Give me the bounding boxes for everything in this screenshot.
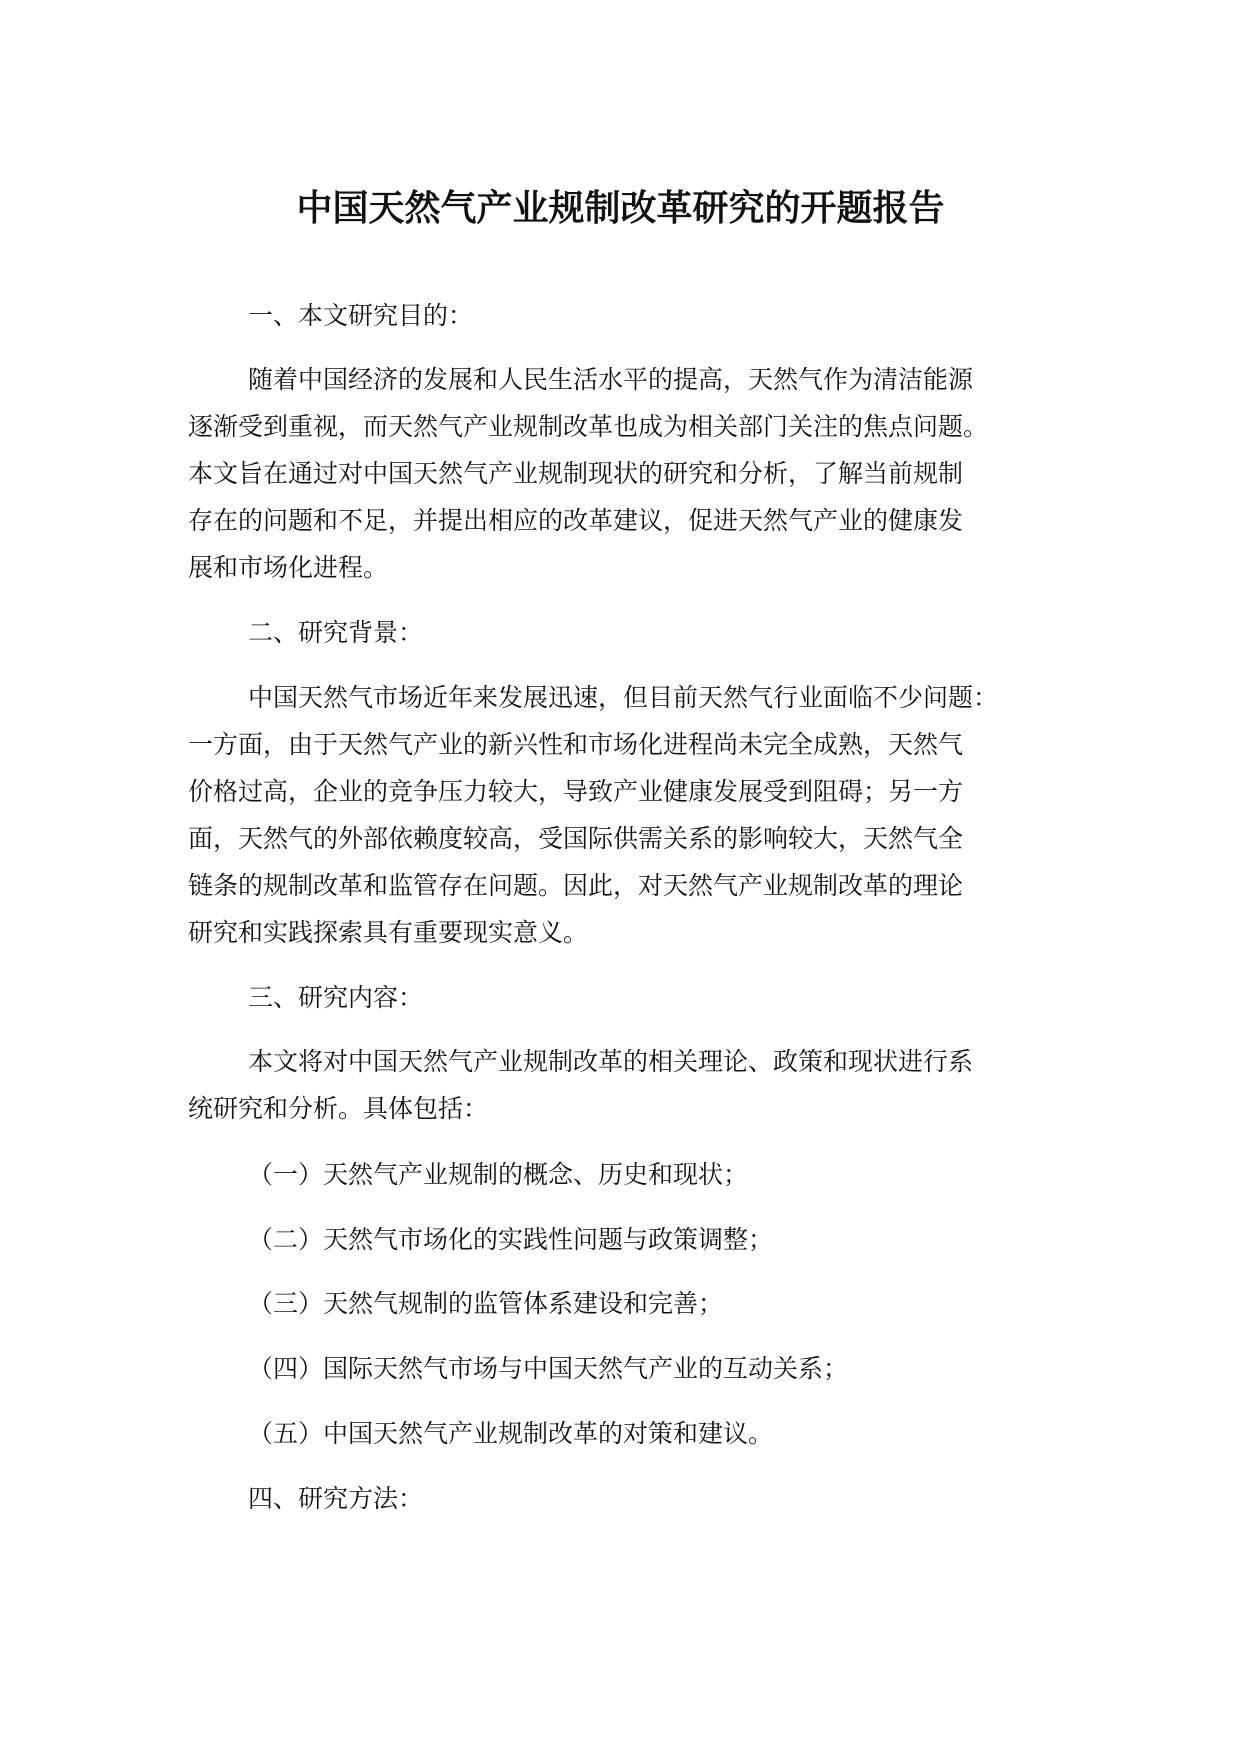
section-heading-background: 二、研究背景： bbox=[248, 618, 424, 647]
paragraph-line: 本文旨在通过对中国天然气产业规制现状的研究和分析，了解当前规制 bbox=[188, 459, 964, 488]
section-heading-content: 三、研究内容： bbox=[248, 983, 424, 1012]
paragraph-line: 展和市场化进程。 bbox=[188, 553, 389, 582]
list-item: （二）天然气市场化的实践性问题与政策调整； bbox=[248, 1225, 774, 1254]
paragraph-line: 本文将对中国天然气产业规制改革的相关理论、政策和现状进行系 bbox=[248, 1047, 974, 1076]
paragraph-line: 研究和实践探索具有重要现实意义。 bbox=[188, 918, 589, 947]
paragraph-line: 逐渐受到重视，而天然气产业规制改革也成为相关部门关注的焦点问题。 bbox=[188, 412, 989, 441]
paragraph-line: 随着中国经济的发展和人民生活水平的提高，天然气作为清洁能源 bbox=[248, 365, 974, 394]
paragraph-line: 中国天然气市场近年来发展迅速，但目前天然气行业面临不少问题： bbox=[248, 683, 999, 712]
document-title: 中国天然气产业规制改革研究的开题报告 bbox=[296, 188, 945, 229]
paragraph-line: 面，天然气的外部依赖度较高，受国际供需关系的影响较大，天然气全 bbox=[188, 824, 964, 853]
paragraph-line: 存在的问题和不足，并提出相应的改革建议，促进天然气产业的健康发 bbox=[188, 506, 964, 535]
list-item: （五）中国天然气产业规制改革的对策和建议。 bbox=[248, 1419, 774, 1448]
paragraph-line: 统研究和分析。具体包括： bbox=[188, 1094, 489, 1123]
section-heading-purpose: 一、本文研究目的： bbox=[248, 301, 474, 330]
paragraph-line: 链条的规制改革和监管存在问题。因此，对天然气产业规制改革的理论 bbox=[188, 871, 964, 900]
paragraph-line: 一方面，由于天然气产业的新兴性和市场化进程尚未完全成熟，天然气 bbox=[188, 730, 964, 759]
list-item: （一）天然气产业规制的概念、历史和现状； bbox=[248, 1160, 749, 1189]
list-item: （四）国际天然气市场与中国天然气产业的互动关系； bbox=[248, 1354, 849, 1383]
section-heading-methods: 四、研究方法： bbox=[248, 1484, 424, 1513]
paragraph-line: 价格过高，企业的竞争压力较大，导致产业健康发展受到阻碍；另一方 bbox=[188, 777, 964, 806]
list-item: （三）天然气规制的监管体系建设和完善； bbox=[248, 1289, 724, 1318]
